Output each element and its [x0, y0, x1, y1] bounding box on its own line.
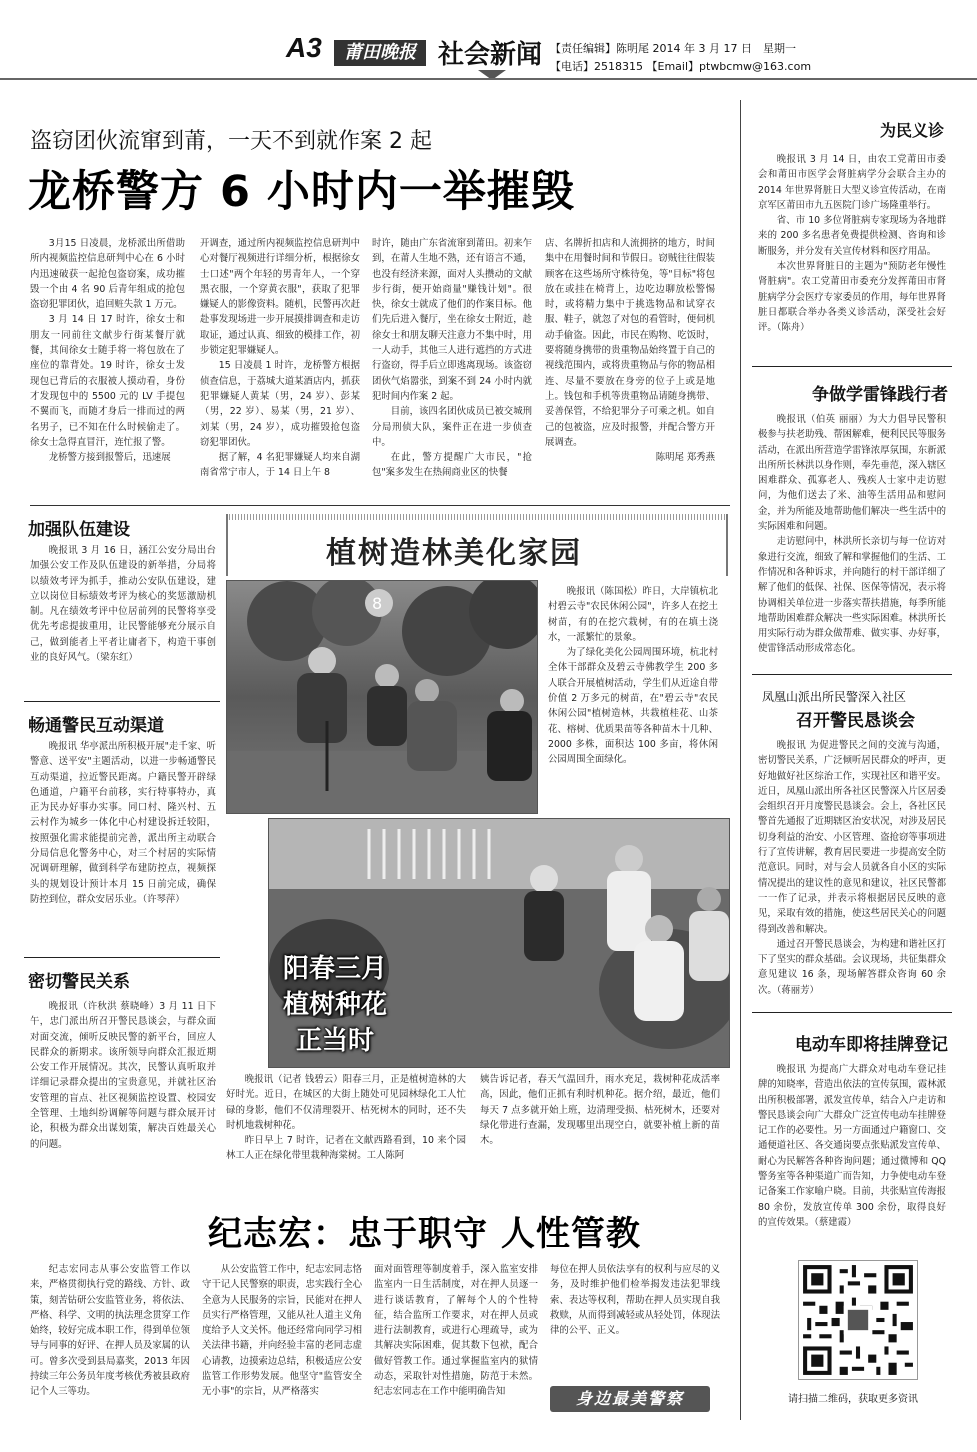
right-divider-2 [752, 674, 952, 675]
clinic-para-3: 本次世界肾脏日的主题为"预防老年慢性肾脏病"。农工党莆田市委充分发挥莆田市肾脏病学分会医疗专家委员的作用，每年世界肾脏日都联合举办各类义诊活动，深受社会好评。（陈舟） [758, 261, 946, 334]
lead-col4-byline: 陈明尾 郑秀燕 [655, 452, 715, 464]
clinic-para-1: 晚报讯 3 月 14 日，由农工党莆田市委会和莆田市医学会肾脏病学分会联合主办的 2014 年世界肾脏日大型义诊宣传活动，在南京军区莆田市九五医院门诊广场隆重举行。 [758, 154, 946, 211]
right-divider-1 [752, 366, 952, 367]
clinic-title: 为民义诊 [879, 121, 944, 140]
relation-body [30, 999, 216, 1152]
forum-kicker: 凤凰山派出所民警深入社区 [762, 690, 907, 704]
left-divider-1 [24, 701, 220, 702]
right-divider-3 [752, 1012, 952, 1013]
planting2-para-2: 昨日早上 7 时许，记者在文献西路看到，10 来个园林工人正在绿化带里栽种海棠树。工人陈阿 [226, 1135, 466, 1162]
left-divider-2 [24, 957, 220, 958]
ebike-para-1: 晚报讯 为提高广大群众对电动车登记挂牌的知晓率，营造出依法的宣传氛围，霞林派出所积极部署，派发宣传单，结合入户走访和警民恳谈会向广大群众广泛宣传电动车挂牌登记工作的必要性。另一方面通过户籍窗口、交通便道社区、各交通岗要点张贴派发宣传单、耐心为民解答各种咨询问题；通过微博和 QQ 警务室等各种渠道广而告知，力争使电动车登记备案工作家喻户晓。目前，共张贴宣传海报 80 余份，发放宣传单 300 余份，取得良好的宣传效果。（蔡建霞） [758, 1064, 946, 1228]
bottom-headline: 纪志宏：忠于职守 人性管教 [208, 1214, 641, 1254]
team-para-1: 晚报讯 3 月 16 日，涵江公安分局出台加强公安工作及队伍建设的新举措，分局将以绩效考评为抓手，推动公安队伍建设，建立以岗位目标绩效考评为核心的奖惩激励机制。凡在绩效考评中位居前列的民警将享受优先考虑提拔重用，让民警能够充分展示自己，做到能者上平者让庸者下，构造干事创业的良好风气。（梁东红） [30, 545, 216, 664]
clinic-para-2: 省、市 10 多位肾脏病专家现场为各地群来的 200 多名患者免费提供检测、咨询和诊断服务，并分发有关宣传材料和医疗用品。 [758, 215, 946, 257]
page-number: A3 [286, 32, 322, 63]
lead-col3-para-3: 在此，警方提醒广大市民，"抢包"案多发生在热闹商业区的快餐 [372, 452, 532, 479]
channel-para-1: 晚报讯 华亭派出所积极开展"走千家、听警意、送平安"主题活动，以进一步畅通警民互动渠道，拉近警民距离。户籍民警开辟绿色通道，户籍平台前移，实行特事特办，真正为民办好事办实事。同口村、隆兴村、五云村作为城乡一体化中心村建设拆迁较阳，按照强化需求能提前完善，派出所主动联合分局信息化警务中心，对三个村居的实际情况调研理解，做到科学布建防控点，视频探头的规划设计预计本月 15 日前完成，确保防控到位，群众安居乐业。（许琴萍） [30, 741, 216, 905]
team-title: 加强队伍建设 [28, 520, 130, 540]
svg-text:8: 8 [372, 594, 383, 613]
photo2-caption-line-1: 阳春三月 [282, 954, 387, 984]
forum-para-2: 通过召开警民恳谈会，为构建和谐社区打下了坚实的群众基础。会议现场，共征集群众意见建议 16 条，现场解答群众咨询 60 余次。（蒋丽芳） [758, 938, 946, 996]
planting-para-1: 晚报讯（陈国松）昨日，大岸镇杭北村碧云寺"农民休闲公园"，许多人在挖土树苗，有的在挖穴栽树，有的在填土浇水，一派繁忙的景象。 [548, 586, 718, 643]
planting2-para-3: 姨告诉记者，春天气温回升，雨水充足，栽树种花成活率高，因此，他们正抓有利时机种花。据介绍，最近，他们每天 7 点多就开始上班，边清理受损、枯死树木，还要对绿化带进行查漏，发现哪里出现空白，就要补植上新的苗木。 [480, 1074, 720, 1147]
section-name: 社会新闻 [438, 40, 543, 70]
banner-frame-top [226, 514, 728, 520]
lead-col2-para-2: 15 日凌晨 1 时许，龙桥警方根据侦查信息，于荔城大道某酒店内，抓获犯罪嫌疑人黄某（男，24 岁）、彭某（男，22 岁）、易某（男，21 岁）、刘某（男，24 岁），成功摧毁抢包盗窃犯罪团伙。 [200, 360, 360, 448]
qr-code-icon [799, 1261, 917, 1379]
forum-title: 召开警民恳谈会 [796, 711, 915, 731]
right-column [752, 100, 952, 1440]
leifeng-para-2: 走访慰问中，林洪所长亲切与每一位访对象进行交流，细致了解和掌握他们的生活、工作情况和各种诉求，并向随行的村干部详细了解了他们的低保、社保、医保等情况，表示将协调相关单位进一步落实帮扶措施，每季所能地帮助困难群众解决一些实际困难。林洪所长用实际行动为群众做帮难、做实事、办好事，使雷锋活动形成常态化。 [758, 536, 946, 655]
phone-label: 【电话】2518315 [550, 60, 643, 73]
team-body [30, 543, 216, 665]
photo2-caption-line-3: 正当时 [295, 1026, 374, 1056]
masthead-rule [0, 78, 977, 80]
qr-caption: 请扫描二维码，获取更多资讯 [788, 1394, 918, 1405]
bottom-col-4 [550, 1262, 720, 1338]
editor-info [550, 40, 811, 76]
bottom-col-3 [374, 1262, 538, 1400]
lead-col1-para-2: 3 月 14 日 17 时许，徐女士和朋友一同前往文献步行街某餐厅就餐，其间徐女士随手将一将包放在了座位的靠背处。19 时许，徐女士发现包已背后的衣服被人摸动看，身份才发现包中的 5500 元的 LV 手提包不翼而飞，而随才身后一排而过的两名男子，已不知在什么时候偷走了。徐女士急得直冒汗，连忙报了警。 [30, 314, 185, 448]
channel-title: 畅通警民互动渠道 [28, 716, 164, 736]
planting-photo-1 [226, 580, 538, 814]
qr-code[interactable] [798, 1260, 918, 1380]
bottom-col2-text: 从公安监管工作中，纪志宏同志恪守干记人民警察的职责，忠实践行全心全意为人民服务的宗旨，民能对在押人员实行严格管理，又能从社人道主义角度给予人文关怀。他还经常向同学习相关法律书籍，并向经验丰富的老同志虚心请教，边摸索边总结，积极适应公安监管工作形势发展。他坚守"监管安全无小事"的宗旨，从严格落实 [202, 1264, 362, 1398]
lead-col3-para-1: 时许，随由广东省流窜到莆田。初来乍到，在莆人生地不熟，还有语言不通，也没有经济来源，面对人头攒动的文献步行街，便开始商量"赚钱计划"。很快，徐女士就成了他们的作案目标。他们先后进入餐厅，坐在徐女士附近，趁徐女士和朋友聊天注意力不集中时，用一人动手，其他三人进行遮挡的方式进行盗窃，得手后立即逃离现场。该盗窃团伙气焰嚣张，到案不到 24 小时内就犯时间内作案 2 起。 [372, 238, 532, 402]
leifeng-para-1: 晚报讯（伯英 丽丽）为大力倡导民警积极参与扶老助残、帮困解难，便利民民等服务活动，在派出所营造学雷锋浓厚氛围，东新派出所所长林洪以身作则，奉先垂范，深入辖区困难群众、孤寡老人、残疾人士家中走访慰问，为他们送去了米、油等生活用品和慰问金，并为所能及地帮助他们解决一些生活中的实际困难和问题。 [758, 414, 946, 533]
planting2-para-1: 晚报讯（记者 钱碧云）阳春三月，正是植树造林的大好时光。近日，在城区的大街上随处可见园林绿化工人忙碌的身影，他们不仅清理裂开、枯死树木的同时，还不失时机地栽树种花。 [226, 1074, 466, 1131]
relation-para-1: 晚报讯（许秋洪 蔡晓峰）3 月 11 日下午，忠门派出所召开警民恳谈会，与群众面对面交流，倾听反映民警的新平台，回应人民群众的新期求。该所领导向群众汇报近期公安工作开展情况。其次，民警认真听取并详细记录群众提出的宝贵意见，并就社区治安管理的盲点、社区视频监控设置、校园安全管理、土地纠纷调解等问题与群众展开讨论，积极为群众出谋划策，解决百姓最关心的问题。 [30, 1001, 216, 1150]
lead-col-4 [545, 236, 715, 465]
lead-col1-para-3: 龙桥警方接到报警后，迅速展 [48, 452, 171, 464]
planting2-left [226, 1072, 466, 1164]
lead-col-2 [200, 236, 360, 481]
banner-frame-left [226, 514, 228, 576]
lead-col4-para-1: 店、名牌折扣店和人流拥挤的地方，时间集中在用餐时间和节假日。窃贼往往假装顾客在这些场所守株待兔，等"目标"将包放在或挂在椅背上，边吃边聊放松警惕时，或将精力集中于挑选物品和试穿衣服、鞋子，就忽了对包的看管时，便伺机动手偷盗。因此，市民在购物、吃饭时，要将随身携带的贵重物品始终置于自己的视线范围内，或将贵重物品与你的物品相连、尽量不要放在身旁的位子上或是地上。钱包和手机等贵重物品请随身携带、妥善保管，不给犯罪分子可乘之机。如自己的包被盗，应及时报警，并配合警方开展调查。 [545, 238, 715, 448]
bottom-col4-text: 每位在押人员依法享有的权利与应尽的义务，及时维护他们检举揭发违法犯罪线索、表达等权利，帮助在押人员实现自我救赎，从而得到减轻或从轻处罚，体现法律的公平、正义。 [550, 1264, 720, 1337]
lead-col3-para-2: 目前，该四名团伙成员已被交城刑分局刑侦大队，案件正在进一步侦查中。 [372, 406, 532, 448]
lead-col1-para-1: 3月15 日凌晨，龙桥派出所借助所内视频监控信息研判中心在 6 小时内迅速破获一起抢包盗窃案，成功摧毁一个由 4 名 90 后青年组成的抢包盗窃犯罪团伙，追回赃失款 1 万元。 [30, 238, 185, 311]
forum-body [758, 738, 946, 998]
planting-para-2: 为了绿化美化公园周围环境，杭北村全体干部群众及碧云寺佛教学生 200 多人联合开展植树活动，学生们从近途自带价值 2 万多元的树苗，在"碧云寺"农民休闲公园"植树造林，共栽植桂花、山茶花、榕树、优质果苗等各种苗木十几种、2000 多株，面积达 100 多亩，将休闲公园周围全面绿化。 [548, 647, 718, 766]
bottom-col-2 [202, 1262, 362, 1400]
clinic-body [758, 152, 946, 336]
leifeng-title: 争做学雷锋践行者 [812, 385, 948, 405]
bottom-stamp [550, 1386, 710, 1412]
bottom-col-1 [30, 1262, 190, 1400]
photo2-caption-line-2: 植树种花 [282, 990, 387, 1020]
editor-label: 【责任编辑】陈明尾 [550, 42, 649, 55]
lead-col2-para-3: 据了解，4 名犯罪嫌疑人均来自湖南省常宁市人，于 14 日上午 8 [200, 452, 360, 479]
planting-body [548, 584, 718, 768]
planting2-right [480, 1072, 720, 1148]
bottom-col3-text: 面对面管理等制度着手，深入监室安排监室内一日生活制度，对在押人员逐一进行谈话教育，了解每个人的个性特征，结合监所工作要求，对在押人员或进行法制教育，或进行心理疏导，或为其解决实际困难，促其数下包袱，配合做好管教工作。通过掌握监室内的狱情动态，采取针对性措施，防范于未然。纪志宏同志在工作中能明确告知 [374, 1264, 538, 1398]
ebike-title: 电动车即将挂牌登记 [795, 1035, 948, 1055]
ebike-body [758, 1062, 946, 1230]
lead-col2-para-1: 开调查，通过所内视频监控信息研判中心对餐厅视频进行详细分析，根据徐女士口述"两个年轻的男青年人，一个穿黑衣服，一个穿黄衣服"，获取了犯罪嫌疑人的影像资料。随机，民警再次赶赴事发现场进一步开展摸排调查和走访取证，通过认真、细致的模排工作，初步锁定犯罪嫌疑人。 [200, 238, 360, 357]
planting-photo-1-image [227, 581, 537, 813]
left-column [24, 505, 220, 1225]
email-label: 【Email】ptwbcmw@163.com [646, 60, 812, 73]
lead-col-1 [30, 236, 185, 465]
banner-frame-right [726, 514, 728, 576]
forum-para-1: 晚报讯 为促进警民之间的交流与沟通，密切警民关系，广泛倾听居民群众的呼声，更好地做好社区综治工作，实现社区和谐平安。近日，凤凰山派出所各社区民警深入片区居委会组织召开月度警民恳谈会。会上，各社区民警首先通报了近期辖区治安状况，对涉及居民切身利益的治安、小区管理、盗抢窃等事项进行了宣传讲解，教育居民要进一步提高安全防范意识。同时，对与会人员就各自小区的实际情况提出的建议性的意见和建议，社区民警都一一作了记录，并表示将根据居民反映的意见，采取有效的措施，使这些居民关心的问题得到改善和解决。 [758, 740, 946, 935]
bottom-stamp-text: 身边最美警察 [575, 1389, 684, 1408]
lead-col-3 [372, 236, 532, 481]
issue-date: 2014 年 3 月 17 日 星期一 [652, 42, 796, 55]
channel-body [30, 739, 216, 907]
planting-banner [226, 514, 728, 576]
paper-logo: 莆田晚报 [334, 40, 426, 66]
relation-title: 密切警民关系 [28, 972, 130, 992]
photo2-caption [268, 951, 435, 1059]
leifeng-body [758, 412, 946, 657]
lead-kicker: 盗窃团伙流窜到莆，一天不到就作案 2 起 [30, 129, 432, 154]
planting-banner-title: 植树造林美化家园 [326, 536, 582, 571]
lead-headline: 龙桥警方 6 小时内一举摧毁 [28, 167, 575, 217]
masthead [0, 0, 977, 80]
right-column-divider [740, 100, 741, 1420]
bottom-col1-text: 纪志宏同志从事公安监管工作以来，严格贯彻执行党的路线、方针、政策，刻苦钻研公安监管业务，将依法、严格、科学、文明的执法理念贯穿工作始终，较好完成本职工作，得到单位领导与同事的好评、在押人员及家属的认可。曾多次受到县局嘉奖，2013 年因持续三年公务员年度考核优秀被县政府记个人三等功。 [30, 1264, 190, 1398]
planting-photo-2 [268, 818, 730, 1068]
